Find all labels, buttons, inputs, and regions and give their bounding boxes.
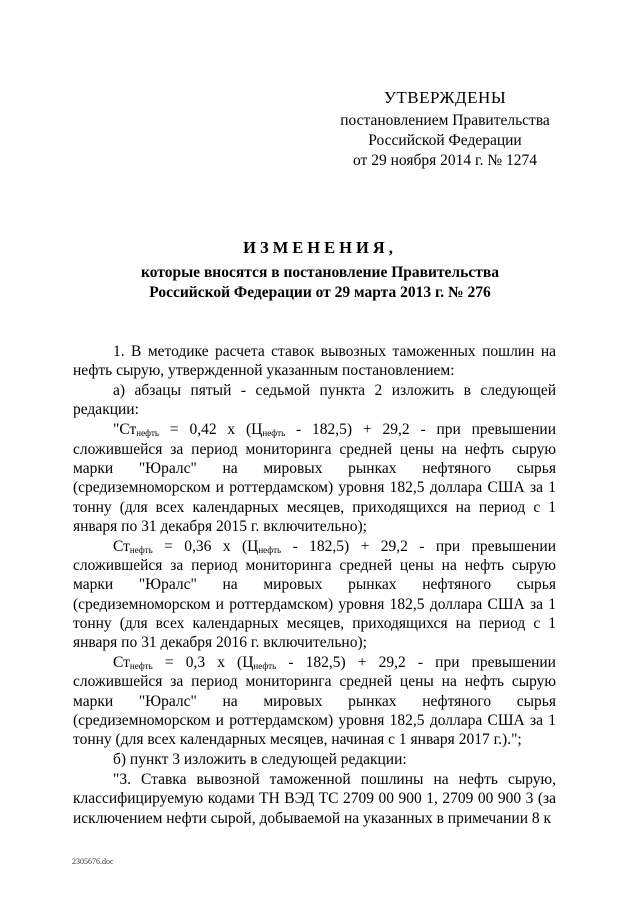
approval-title: УТВЕРЖДЕНЫ xyxy=(383,88,507,107)
formula-text: - 182,5) + 29,2 - при превышении сложившейся за период мониторинга средней цены на нефть сырую марки "Юралс" на мировых рынках нефтяного сырья (средиземноморском и роттердамском) уровня 182,5 доллара США за 1 тонну (для всех календарных месяцев, начиная с 1 января 2017 г.)."; xyxy=(73,654,556,749)
formula-text: = 0,36 х (Ц xyxy=(152,537,259,555)
formula-subscript: нефть xyxy=(258,544,282,555)
document-subtitle xyxy=(100,263,540,303)
file-name-footer: 2305676.doc xyxy=(72,857,114,866)
formula-text: "Ст xyxy=(113,421,137,439)
formula-paragraph-2017 xyxy=(73,653,556,749)
approval-line: Российской Федерации xyxy=(368,132,522,149)
formula-text: Ст xyxy=(113,537,130,555)
formula-text: - 182,5) + 29,2 - при превышении сложившейся за период мониторинга средней цены на нефть сырую марки "Юралс" на мировых рынках нефтяного сырья (средиземноморском и роттердамском) уровня 182,5 доллара США за 1 тонну (для всех календарных месяцев, приходящихся на период с 1 января по 31 декабря 2015 г. включительно); xyxy=(73,421,556,535)
formula-paragraph-2016 xyxy=(73,537,556,653)
document-title: ИЗМЕНЕНИЯ, xyxy=(243,238,397,257)
formula-subscript: нефть xyxy=(129,544,153,555)
approval-date-line: от 29 ноября 2014 г. № 1274 xyxy=(353,152,537,169)
approval-line: постановлением Правительства xyxy=(340,112,550,129)
formula-text: Ст xyxy=(113,654,130,672)
formula-paragraph-2015 xyxy=(73,420,556,536)
formula-subscript: нефть xyxy=(136,428,160,439)
formula-text: - 182,5) + 29,2 - при превышении сложившейся за период мониторинга средней цены на нефть сырую марки "Юралс" на мировых рынках нефтяного сырья (средиземноморском и роттердамском) уровня 182,5 доллара США за 1 тонну (для всех календарных месяцев, приходящихся на период с 1 января по 31 декабря 2016 г. включительно); xyxy=(73,537,556,652)
paragraph-2: а) абзацы пятый - седьмой пункта 2 изложить в следующей редакции: xyxy=(73,382,556,419)
formula-text: = 0,3 х (Ц xyxy=(152,654,254,672)
formula-text: = 0,42 х (Ц xyxy=(159,421,263,439)
paragraph-b: б) пункт 3 изложить в следующей редакции: xyxy=(113,751,407,769)
document-body xyxy=(73,342,556,829)
formula-subscript: нефть xyxy=(262,428,286,439)
formula-subscript: нефть xyxy=(129,661,153,672)
approval-stamp xyxy=(300,88,590,171)
paragraph-1: 1. В методике расчета ставок вывозных таможенных пошлин на нефть сырую, утвержденной указанным постановлением: xyxy=(73,343,556,380)
subtitle-line: Российской Федерации от 29 марта 2013 г. № 276 xyxy=(149,284,491,301)
formula-subscript: нефть xyxy=(253,661,277,672)
paragraph-3-quote: "3. Ставка вывозной таможенной пошлины на нефть сырую, классифицируемую кодами ТН ВЭД ТС 2709 00 900 1, 2709 00 900 3 (за исключением нефти сырой, добываемой на указанных в примечании 8 к xyxy=(73,771,556,827)
subtitle-line: которые вносятся в постановление Правительства xyxy=(141,264,499,281)
